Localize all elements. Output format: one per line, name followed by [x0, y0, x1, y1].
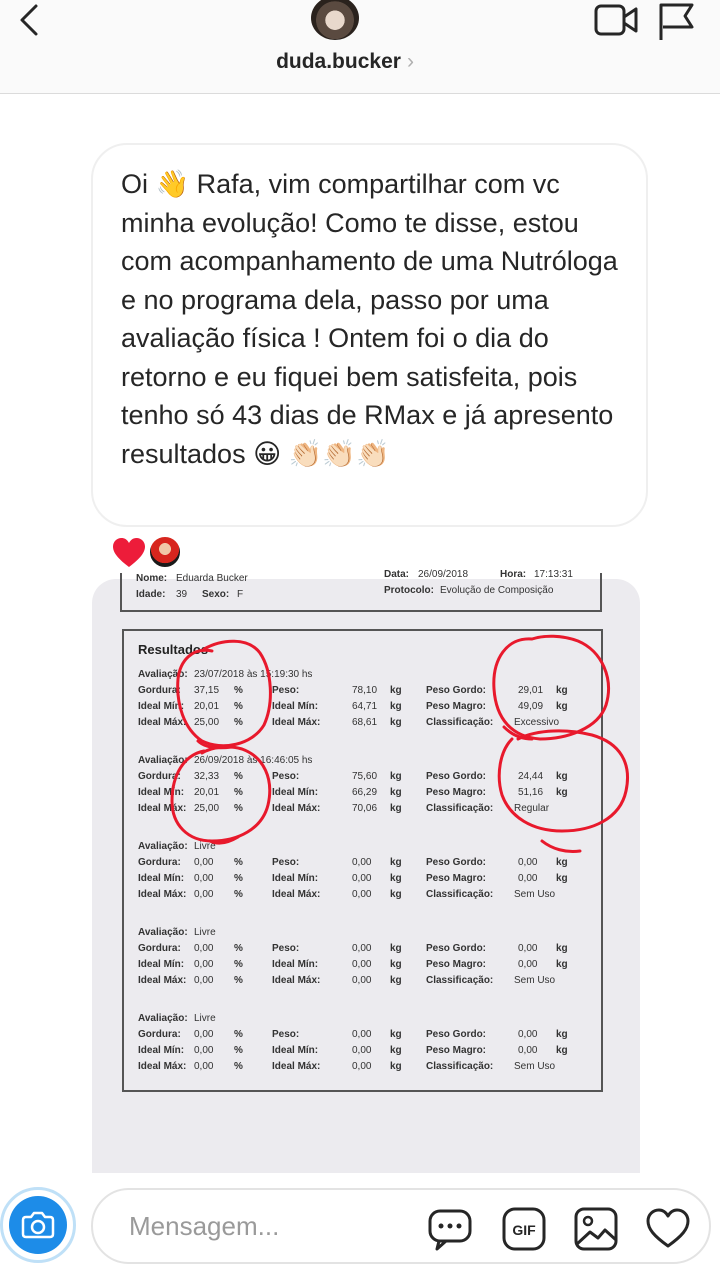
- field-label: kg: [556, 873, 568, 884]
- field-label: kg: [390, 889, 402, 900]
- field-value: 0,00: [194, 857, 214, 868]
- results-box: [122, 629, 603, 1092]
- evaluation-group: [138, 755, 608, 819]
- field-label: Ideal Máx:: [138, 803, 187, 814]
- field-label: %: [234, 1061, 243, 1072]
- nome-label: Nome:: [136, 573, 168, 584]
- protocolo-value: Evolução de Composição: [440, 585, 554, 596]
- field-label: Ideal Máx:: [272, 1061, 321, 1072]
- field-label: kg: [390, 873, 402, 884]
- field-label: Classificação:: [426, 889, 494, 900]
- idade-value: 39: [176, 589, 188, 600]
- field-label: Peso Gordo:: [426, 771, 487, 782]
- camera-icon: [9, 1196, 67, 1254]
- field-value: Excessivo: [514, 717, 560, 728]
- field-label: kg: [556, 787, 568, 798]
- field-label: Avaliação:: [138, 669, 188, 680]
- field-label: kg: [556, 771, 568, 782]
- video-call-icon[interactable]: [594, 2, 640, 40]
- field-value: Livre: [194, 927, 216, 938]
- field-label: kg: [390, 975, 402, 986]
- field-label: Ideal Mín:: [272, 959, 319, 970]
- field-label: Ideal Mín:: [272, 1045, 319, 1056]
- message-text: Oi 👋 Rafa, vim compartilhar com vc minha evolução! Como te disse, estou com acompanhamento de uma Nutróloga e no programa dela, passo por uma avaliação física ! Ontem foi o dia do retorno e eu fiquei bem satisfeita, pois tenho só 43 dias de RMax e já apresento resultados 😀 👏🏻👏🏻👏🏻: [121, 169, 626, 469]
- results-title: Resultados: [138, 642, 209, 657]
- field-label: Avaliação:: [138, 1013, 188, 1024]
- field-value: 32,33: [194, 771, 220, 782]
- evaluation-row: [138, 803, 608, 819]
- field-label: Classificação:: [426, 803, 494, 814]
- field-label: Peso:: [272, 685, 300, 696]
- evaluation-row: [138, 943, 608, 959]
- field-value: Livre: [194, 841, 216, 852]
- field-label: kg: [390, 717, 402, 728]
- field-label: Classificação:: [426, 975, 494, 986]
- username-text: duda.bucker: [276, 50, 401, 73]
- heart-icon[interactable]: [645, 1206, 691, 1252]
- field-label: %: [234, 975, 243, 986]
- field-value: 0,00: [194, 943, 214, 954]
- field-value: 0,00: [352, 959, 372, 970]
- field-label: kg: [390, 771, 402, 782]
- field-value: 64,71: [352, 701, 378, 712]
- field-label: Peso:: [272, 857, 300, 868]
- field-label: Ideal Mín:: [272, 701, 319, 712]
- field-label: Ideal Mín:: [272, 787, 319, 798]
- evaluation-row: [138, 873, 608, 889]
- field-value: 75,60: [352, 771, 378, 782]
- field-label: %: [234, 1045, 243, 1056]
- field-value: Regular: [514, 803, 550, 814]
- field-label: Avaliação:: [138, 841, 188, 852]
- field-label: Ideal Máx:: [272, 803, 321, 814]
- back-chevron-icon[interactable]: [8, 2, 48, 42]
- evaluation-group: [138, 927, 608, 991]
- field-value: 0,00: [194, 1061, 214, 1072]
- sexo-label: Sexo:: [202, 589, 230, 600]
- field-value: Sem Uso: [514, 889, 556, 900]
- field-label: Peso Gordo:: [426, 943, 487, 954]
- field-label: Ideal Máx:: [138, 975, 187, 986]
- field-label: Gordura:: [138, 771, 181, 782]
- field-label: Peso Magro:: [426, 701, 487, 712]
- chat-bubble-icon[interactable]: [427, 1206, 473, 1252]
- field-value: Sem Uso: [514, 1061, 556, 1072]
- field-value: 78,10: [352, 685, 378, 696]
- field-value: Sem Uso: [514, 975, 556, 986]
- evaluation-row: [138, 841, 608, 857]
- field-label: kg: [390, 701, 402, 712]
- field-value: 25,00: [194, 717, 220, 728]
- field-label: %: [234, 803, 243, 814]
- field-label: %: [234, 787, 243, 798]
- field-value: 66,29: [352, 787, 378, 798]
- field-value: 29,01: [518, 685, 544, 696]
- field-label: Classificação:: [426, 1061, 494, 1072]
- field-label: Peso Gordo:: [426, 857, 487, 868]
- field-label: kg: [390, 803, 402, 814]
- evaluation-row: [138, 1013, 608, 1029]
- field-label: Ideal Mín:: [138, 1045, 185, 1056]
- field-value: 26/09/2018 às 16:46:05 hs: [194, 755, 313, 766]
- field-value: 24,44: [518, 771, 544, 782]
- field-label: %: [234, 889, 243, 900]
- field-label: Ideal Máx:: [272, 717, 321, 728]
- evaluation-row: [138, 701, 608, 717]
- field-label: Ideal Mín:: [138, 873, 185, 884]
- sexo-value: F: [237, 589, 244, 600]
- evaluation-row: [138, 787, 608, 803]
- field-label: Peso Magro:: [426, 959, 487, 970]
- field-label: Peso:: [272, 1029, 300, 1040]
- field-label: %: [234, 959, 243, 970]
- evaluation-row: [138, 1029, 608, 1045]
- heart-reaction-icon[interactable]: [112, 537, 146, 569]
- field-value: 0,00: [352, 873, 372, 884]
- field-label: Ideal Máx:: [138, 717, 187, 728]
- field-value: 0,00: [194, 959, 214, 970]
- field-label: Ideal Máx:: [272, 889, 321, 900]
- field-label: kg: [556, 701, 568, 712]
- evaluation-row: [138, 669, 608, 685]
- field-value: 37,15: [194, 685, 220, 696]
- chat-header: [0, 0, 720, 94]
- field-label: Gordura:: [138, 1029, 181, 1040]
- evaluation-row: [138, 959, 608, 975]
- message-input[interactable]: [129, 1208, 419, 1244]
- field-value: 0,00: [352, 1045, 372, 1056]
- flag-icon[interactable]: [656, 2, 696, 42]
- field-label: %: [234, 943, 243, 954]
- evaluation-row: [138, 927, 608, 943]
- field-label: Gordura:: [138, 943, 181, 954]
- field-label: kg: [390, 943, 402, 954]
- field-value: 0,00: [352, 1061, 372, 1072]
- field-label: Gordura:: [138, 857, 181, 868]
- field-label: Peso Gordo:: [426, 685, 487, 696]
- field-label: kg: [390, 959, 402, 970]
- message-field[interactable]: [91, 1188, 711, 1264]
- field-value: 70,06: [352, 803, 378, 814]
- nome-value: Eduarda Bucker: [176, 573, 248, 584]
- field-label: Ideal Máx:: [138, 889, 187, 900]
- field-label: kg: [556, 959, 568, 970]
- field-label: Classificação:: [426, 717, 494, 728]
- shared-photo[interactable]: [92, 569, 640, 1173]
- field-label: %: [234, 873, 243, 884]
- field-label: Peso Gordo:: [426, 1029, 487, 1040]
- field-label: kg: [556, 685, 568, 696]
- gif-label: GIF: [512, 1222, 536, 1238]
- field-value: 0,00: [194, 1029, 214, 1040]
- field-value: 0,00: [194, 889, 214, 900]
- field-label: Ideal Mín:: [138, 787, 185, 798]
- field-value: 0,00: [518, 857, 538, 868]
- field-label: %: [234, 685, 243, 696]
- field-label: Ideal Mín:: [138, 959, 185, 970]
- gallery-icon[interactable]: [573, 1206, 619, 1252]
- username[interactable]: [0, 50, 690, 74]
- field-label: kg: [556, 943, 568, 954]
- evaluation-row: [138, 755, 608, 771]
- evaluation-row: [138, 1061, 608, 1077]
- field-label: kg: [390, 1061, 402, 1072]
- evaluation-row: [138, 771, 608, 787]
- hora-value: 17:13:31: [534, 569, 573, 580]
- data-value: 26/09/2018: [418, 569, 469, 580]
- document-scan: [92, 569, 640, 1173]
- field-value: 23/07/2018 às 15:19:30 hs: [194, 669, 313, 680]
- field-label: kg: [556, 857, 568, 868]
- field-label: Avaliação:: [138, 755, 188, 766]
- field-label: kg: [390, 1045, 402, 1056]
- message-bubble[interactable]: [91, 143, 648, 527]
- data-label: Data:: [384, 569, 410, 580]
- field-value: 0,00: [518, 873, 538, 884]
- field-value: 49,09: [518, 701, 544, 712]
- field-value: 0,00: [352, 889, 372, 900]
- field-label: %: [234, 701, 243, 712]
- field-value: 0,00: [518, 959, 538, 970]
- field-label: kg: [556, 1045, 568, 1056]
- field-label: Ideal Mín:: [138, 701, 185, 712]
- message-composer: [0, 1183, 720, 1280]
- field-value: 0,00: [352, 943, 372, 954]
- field-value: 0,00: [352, 857, 372, 868]
- field-label: Ideal Máx:: [272, 975, 321, 986]
- evaluation-group: [138, 669, 608, 733]
- evaluation-row: [138, 975, 608, 991]
- field-value: 0,00: [194, 873, 214, 884]
- field-value: 0,00: [518, 943, 538, 954]
- field-label: Gordura:: [138, 685, 181, 696]
- field-label: %: [234, 1029, 243, 1040]
- field-label: Avaliação:: [138, 927, 188, 938]
- field-label: kg: [390, 857, 402, 868]
- reactor-avatar[interactable]: [148, 535, 182, 569]
- evaluation-row: [138, 889, 608, 905]
- field-label: kg: [390, 1029, 402, 1040]
- field-value: 20,01: [194, 701, 220, 712]
- field-value: 0,00: [352, 1029, 372, 1040]
- field-label: %: [234, 771, 243, 782]
- evaluation-row: [138, 857, 608, 873]
- field-value: 0,00: [518, 1029, 538, 1040]
- field-value: 0,00: [518, 1045, 538, 1056]
- field-value: 0,00: [352, 975, 372, 986]
- gif-icon[interactable]: [501, 1206, 547, 1252]
- camera-button[interactable]: [9, 1196, 67, 1254]
- evaluation-group: [138, 841, 608, 905]
- document-header-box: [120, 569, 602, 612]
- field-value: 25,00: [194, 803, 220, 814]
- field-value: 68,61: [352, 717, 378, 728]
- field-label: Peso Magro:: [426, 1045, 487, 1056]
- evaluation-row: [138, 717, 608, 733]
- evaluation-group: [138, 1013, 608, 1077]
- field-value: 0,00: [194, 1045, 214, 1056]
- field-label: kg: [556, 1029, 568, 1040]
- hora-label: Hora:: [500, 569, 527, 580]
- field-label: kg: [390, 685, 402, 696]
- field-value: 51,16: [518, 787, 544, 798]
- idade-label: Idade:: [136, 589, 166, 600]
- field-value: 20,01: [194, 787, 220, 798]
- field-label: Peso Magro:: [426, 873, 487, 884]
- field-label: Ideal Máx:: [138, 1061, 187, 1072]
- field-value: 0,00: [194, 975, 214, 986]
- field-label: %: [234, 857, 243, 868]
- protocolo-label: Protocolo:: [384, 585, 434, 596]
- avatar[interactable]: [311, 0, 359, 40]
- field-label: Peso:: [272, 771, 300, 782]
- chevron-right-icon: ›: [406, 50, 414, 73]
- field-label: kg: [390, 787, 402, 798]
- field-label: Peso:: [272, 943, 300, 954]
- evaluation-row: [138, 1045, 608, 1061]
- evaluation-row: [138, 685, 608, 701]
- field-label: Peso Magro:: [426, 787, 487, 798]
- field-value: Livre: [194, 1013, 216, 1024]
- field-label: Ideal Mín:: [272, 873, 319, 884]
- field-label: %: [234, 717, 243, 728]
